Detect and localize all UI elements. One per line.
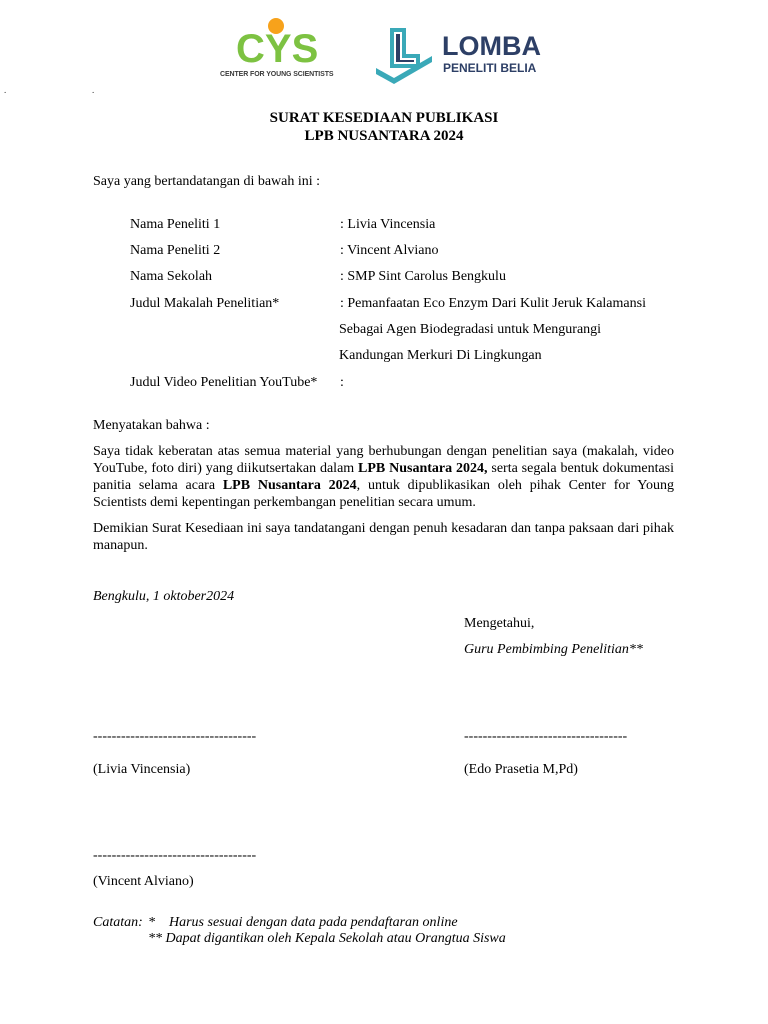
paragraph-text-part3: , untuk dipublikasikan oleh pihak Center for Young Scientists demi kepentingan perkembangan penelitian secara umum. <box>93 478 675 510</box>
signature-line-student1: ----------------------------------- <box>93 729 257 744</box>
intro-text: Saya yang bertandatangan di bawah ini : <box>93 174 321 189</box>
signature-line-advisor: ----------------------------------- <box>464 729 628 744</box>
field-value-school: : SMP Sint Carolus Bengkulu <box>340 269 506 284</box>
field-value-paper-title: : Pemanfaatan Eco Enzym Dari Kulit Jeruk Kalamansi <box>340 296 646 311</box>
field-value-paper-title-line2: Sebagai Agen Biodegradasi untuk Mengurangi <box>339 322 602 337</box>
field-value-paper-title-line3: Kandungan Merkuri Di Lingkungan <box>339 348 542 363</box>
lomba-emblem-icon <box>374 26 436 84</box>
field-label-video-title: Judul Video Penelitian YouTube* <box>130 375 318 390</box>
statement-heading: Menyatakan bahwa : <box>93 418 210 433</box>
document-title-line1: SURAT KESEDIAAN PUBLIKASI <box>269 110 499 126</box>
closing-paragraph: Demikian Surat Kesediaan ini saya tandatangani dengan penuh kesadaran dan tanpa paksaan dari pihak manapun. <box>93 521 674 553</box>
cys-logo-mark <box>218 16 338 70</box>
field-value-researcher2: : Vincent Alviano <box>340 243 439 258</box>
cys-logo <box>218 16 338 82</box>
place-date: Bengkulu, 1 oktober2024 <box>93 589 235 604</box>
signature-line-student2: ----------------------------------- <box>93 848 257 863</box>
lomba-subtitle: PENELITI BELIA <box>443 61 537 75</box>
signer-name-advisor: (Edo Prasetia M,Pd) <box>464 762 578 777</box>
paragraph-text-part2: serta segala bentuk dokumentasi panitia selama acara <box>93 461 675 493</box>
margin-dot-right: . <box>92 85 95 95</box>
note-1: * Harus sesuai dengan data pada pendaftaran online <box>148 915 458 930</box>
paragraph-text-part1: Saya tidak keberatan atas semua material yang berhubungan dengan penelitian saya (makalah, video YouTube, foto diri) yang diikutsertakan dalam <box>93 444 674 476</box>
statement-paragraph <box>93 443 674 511</box>
document-title-line2: LPB NUSANTARA 2024 <box>304 128 464 144</box>
advisor-role: Guru Pembimbing Penelitian** <box>464 642 643 657</box>
note-2: ** Dapat digantikan oleh Kepala Sekolah atau Orangtua Siswa <box>148 931 506 946</box>
acknowledge-label: Mengetahui, <box>464 616 535 631</box>
field-value-researcher1: : Livia Vincensia <box>340 217 436 232</box>
paragraph-bold-event2: LPB Nusantara 2024 <box>222 478 357 493</box>
cys-tagline: CENTER FOR YOUNG SCIENTISTS <box>220 71 334 78</box>
lomba-logo <box>374 26 554 84</box>
margin-dot-left: . <box>4 85 7 95</box>
field-value-video-title: : <box>340 375 344 390</box>
signer-name-student1: (Livia Vincensia) <box>93 762 191 777</box>
lomba-title: LOMBA <box>442 31 541 61</box>
notes-label: Catatan: <box>93 915 143 930</box>
field-label-researcher2: Nama Peneliti 2 <box>130 243 221 258</box>
cys-logo-letters: CYS <box>236 27 319 70</box>
signer-name-student2: (Vincent Alviano) <box>93 874 194 889</box>
field-label-researcher1: Nama Peneliti 1 <box>130 217 221 232</box>
field-label-paper-title: Judul Makalah Penelitian* <box>130 296 280 311</box>
paragraph-bold-event1: LPB Nusantara 2024, <box>358 461 488 476</box>
field-label-school: Nama Sekolah <box>130 269 213 284</box>
